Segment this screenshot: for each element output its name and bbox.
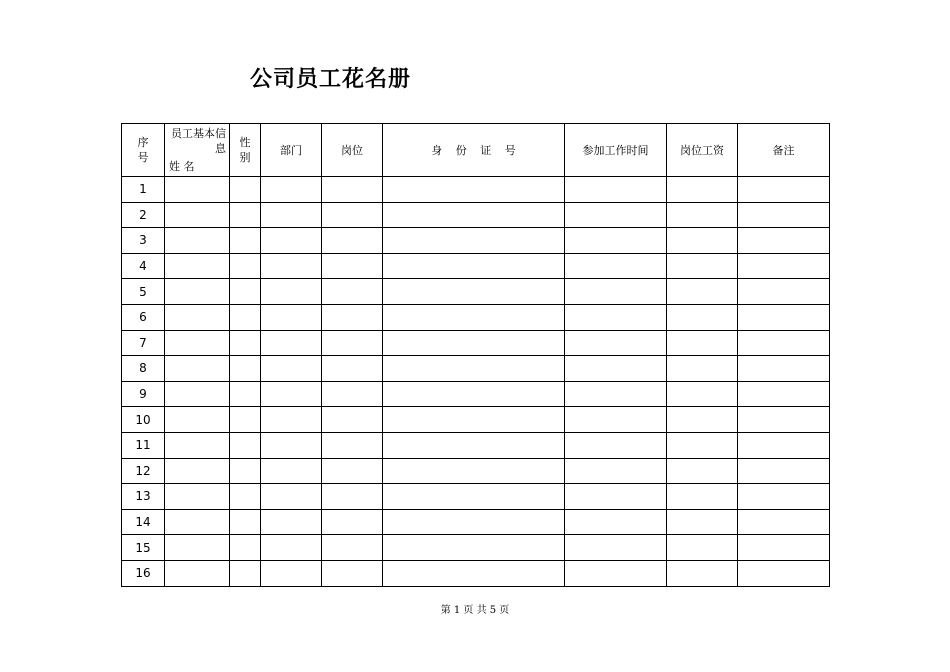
salary-cell[interactable] [667, 407, 738, 433]
gender-cell[interactable] [230, 484, 261, 510]
gender-cell[interactable] [230, 535, 261, 561]
row-index: 2 [122, 202, 165, 228]
row-index: 14 [122, 509, 165, 535]
start-date-cell[interactable] [565, 458, 667, 484]
position-cell[interactable] [322, 253, 383, 279]
table-row [122, 560, 830, 586]
salary-cell[interactable] [667, 484, 738, 510]
remarks-cell[interactable] [738, 484, 830, 510]
id-number-cell[interactable] [383, 228, 565, 254]
salary-cell[interactable] [667, 177, 738, 203]
department-cell[interactable] [261, 202, 322, 228]
gender-cell[interactable] [230, 432, 261, 458]
gender-cell[interactable] [230, 177, 261, 203]
table-row [122, 484, 830, 510]
header-seq-line2: 号 [137, 151, 149, 164]
department-cell[interactable] [261, 177, 322, 203]
position-cell[interactable] [322, 458, 383, 484]
table-row [122, 304, 830, 330]
department-cell[interactable] [261, 432, 322, 458]
remarks-cell[interactable] [738, 381, 830, 407]
gender-cell[interactable] [230, 202, 261, 228]
remarks-cell[interactable] [738, 177, 830, 203]
position-cell[interactable] [322, 432, 383, 458]
row-index: 4 [122, 253, 165, 279]
remarks-cell[interactable] [738, 560, 830, 586]
department-cell[interactable] [261, 228, 322, 254]
gender-cell[interactable] [230, 330, 261, 356]
remarks-cell[interactable] [738, 432, 830, 458]
salary-cell[interactable] [667, 509, 738, 535]
table-row [122, 253, 830, 279]
header-seq-line1: 序 [137, 136, 149, 149]
header-basic-info: 员工基本信息 [171, 127, 226, 155]
start-date-cell[interactable] [565, 304, 667, 330]
start-date-cell[interactable] [565, 202, 667, 228]
department-cell[interactable] [261, 381, 322, 407]
salary-cell[interactable] [667, 560, 738, 586]
department-cell[interactable] [261, 330, 322, 356]
start-date-cell[interactable] [565, 381, 667, 407]
start-date-cell[interactable] [565, 432, 667, 458]
salary-cell[interactable] [667, 228, 738, 254]
name-cell[interactable] [165, 432, 230, 458]
gender-cell[interactable] [230, 458, 261, 484]
id-number-cell[interactable] [383, 458, 565, 484]
name-cell[interactable] [165, 177, 230, 203]
position-cell[interactable] [322, 484, 383, 510]
header-gender [230, 124, 261, 177]
name-cell[interactable] [165, 407, 230, 433]
start-date-cell[interactable] [565, 330, 667, 356]
id-number-cell[interactable] [383, 381, 565, 407]
row-index: 12 [122, 458, 165, 484]
remarks-cell[interactable] [738, 253, 830, 279]
id-number-cell[interactable] [383, 304, 565, 330]
id-number-cell[interactable] [383, 407, 565, 433]
position-cell[interactable] [322, 202, 383, 228]
position-cell[interactable] [322, 356, 383, 382]
id-number-cell[interactable] [383, 202, 565, 228]
salary-cell[interactable] [667, 202, 738, 228]
salary-cell[interactable] [667, 458, 738, 484]
table-row [122, 177, 830, 203]
gender-cell[interactable] [230, 381, 261, 407]
remarks-cell[interactable] [738, 330, 830, 356]
name-cell[interactable] [165, 509, 230, 535]
row-index: 3 [122, 228, 165, 254]
table-row [122, 356, 830, 382]
position-cell[interactable] [322, 509, 383, 535]
header-remarks: 备注 [738, 124, 830, 177]
row-index: 10 [122, 407, 165, 433]
row-index: 8 [122, 356, 165, 382]
row-index: 6 [122, 304, 165, 330]
id-number-cell[interactable] [383, 509, 565, 535]
row-index: 9 [122, 381, 165, 407]
header-seq [122, 124, 165, 177]
department-cell[interactable] [261, 484, 322, 510]
position-cell[interactable] [322, 177, 383, 203]
department-cell[interactable] [261, 560, 322, 586]
start-date-cell[interactable] [565, 356, 667, 382]
header-position: 岗位 [322, 124, 383, 177]
name-cell[interactable] [165, 202, 230, 228]
name-cell[interactable] [165, 228, 230, 254]
remarks-cell[interactable] [738, 228, 830, 254]
table-row [122, 279, 830, 305]
remarks-cell[interactable] [738, 458, 830, 484]
remarks-cell[interactable] [738, 509, 830, 535]
remarks-cell[interactable] [738, 279, 830, 305]
remarks-cell[interactable] [738, 304, 830, 330]
name-cell[interactable] [165, 458, 230, 484]
salary-cell[interactable] [667, 535, 738, 561]
position-cell[interactable] [322, 304, 383, 330]
gender-cell[interactable] [230, 253, 261, 279]
department-cell[interactable] [261, 535, 322, 561]
header-row [122, 124, 830, 177]
header-salary: 岗位工资 [667, 124, 738, 177]
start-date-cell[interactable] [565, 560, 667, 586]
gender-cell[interactable] [230, 356, 261, 382]
id-number-cell[interactable] [383, 432, 565, 458]
table-row [122, 330, 830, 356]
table-row [122, 202, 830, 228]
name-cell[interactable] [165, 253, 230, 279]
table-row [122, 458, 830, 484]
remarks-cell[interactable] [738, 407, 830, 433]
table-row [122, 381, 830, 407]
name-cell[interactable] [165, 381, 230, 407]
start-date-cell[interactable] [565, 177, 667, 203]
employee-roster-table [121, 123, 830, 587]
position-cell[interactable] [322, 330, 383, 356]
row-index: 7 [122, 330, 165, 356]
id-number-cell[interactable] [383, 253, 565, 279]
row-index: 11 [122, 432, 165, 458]
page-title: 公司员工花名册 [250, 67, 412, 92]
salary-cell[interactable] [667, 330, 738, 356]
name-cell[interactable] [165, 279, 230, 305]
id-number-cell[interactable] [383, 279, 565, 305]
start-date-cell[interactable] [565, 484, 667, 510]
salary-cell[interactable] [667, 253, 738, 279]
name-cell[interactable] [165, 330, 230, 356]
id-number-cell[interactable] [383, 560, 565, 586]
remarks-cell[interactable] [738, 202, 830, 228]
id-number-cell[interactable] [383, 535, 565, 561]
department-cell[interactable] [261, 356, 322, 382]
start-date-cell[interactable] [565, 509, 667, 535]
gender-cell[interactable] [230, 228, 261, 254]
gender-cell[interactable] [230, 279, 261, 305]
salary-cell[interactable] [667, 381, 738, 407]
salary-cell[interactable] [667, 356, 738, 382]
name-cell[interactable] [165, 560, 230, 586]
start-date-cell[interactable] [565, 279, 667, 305]
department-cell[interactable] [261, 304, 322, 330]
header-name: 姓 名 [169, 160, 195, 173]
table-row [122, 535, 830, 561]
table-row [122, 407, 830, 433]
id-number-cell[interactable] [383, 177, 565, 203]
row-index: 1 [122, 177, 165, 203]
id-number-cell[interactable] [383, 330, 565, 356]
table-row [122, 228, 830, 254]
gender-cell[interactable] [230, 560, 261, 586]
position-cell[interactable] [322, 228, 383, 254]
gender-cell[interactable] [230, 509, 261, 535]
row-index: 13 [122, 484, 165, 510]
start-date-cell[interactable] [565, 228, 667, 254]
position-cell[interactable] [322, 279, 383, 305]
page-footer: 第 1 页 共 5 页 [440, 605, 510, 616]
table-row [122, 432, 830, 458]
row-index: 5 [122, 279, 165, 305]
name-cell[interactable] [165, 484, 230, 510]
department-cell[interactable] [261, 253, 322, 279]
id-number-cell[interactable] [383, 484, 565, 510]
gender-cell[interactable] [230, 407, 261, 433]
department-cell[interactable] [261, 509, 322, 535]
remarks-cell[interactable] [738, 535, 830, 561]
header-id-number: 身 份 证 号 [383, 124, 565, 177]
remarks-cell[interactable] [738, 356, 830, 382]
roster-body [122, 177, 830, 587]
gender-cell[interactable] [230, 304, 261, 330]
position-cell[interactable] [322, 535, 383, 561]
department-cell[interactable] [261, 279, 322, 305]
id-number-cell[interactable] [383, 356, 565, 382]
department-cell[interactable] [261, 407, 322, 433]
name-cell[interactable] [165, 535, 230, 561]
row-index: 15 [122, 535, 165, 561]
position-cell[interactable] [322, 407, 383, 433]
start-date-cell[interactable] [565, 253, 667, 279]
header-gender-line1: 性 [239, 136, 251, 149]
header-gender-line2: 别 [239, 151, 251, 164]
salary-cell[interactable] [667, 304, 738, 330]
salary-cell[interactable] [667, 279, 738, 305]
start-date-cell[interactable] [565, 535, 667, 561]
name-cell[interactable] [165, 356, 230, 382]
department-cell[interactable] [261, 458, 322, 484]
table-row [122, 509, 830, 535]
start-date-cell[interactable] [565, 407, 667, 433]
salary-cell[interactable] [667, 432, 738, 458]
position-cell[interactable] [322, 381, 383, 407]
position-cell[interactable] [322, 560, 383, 586]
header-name-diagonal-cell [165, 124, 230, 177]
header-start-date: 参加工作时间 [565, 124, 667, 177]
row-index: 16 [122, 560, 165, 586]
name-cell[interactable] [165, 304, 230, 330]
header-department: 部门 [261, 124, 322, 177]
